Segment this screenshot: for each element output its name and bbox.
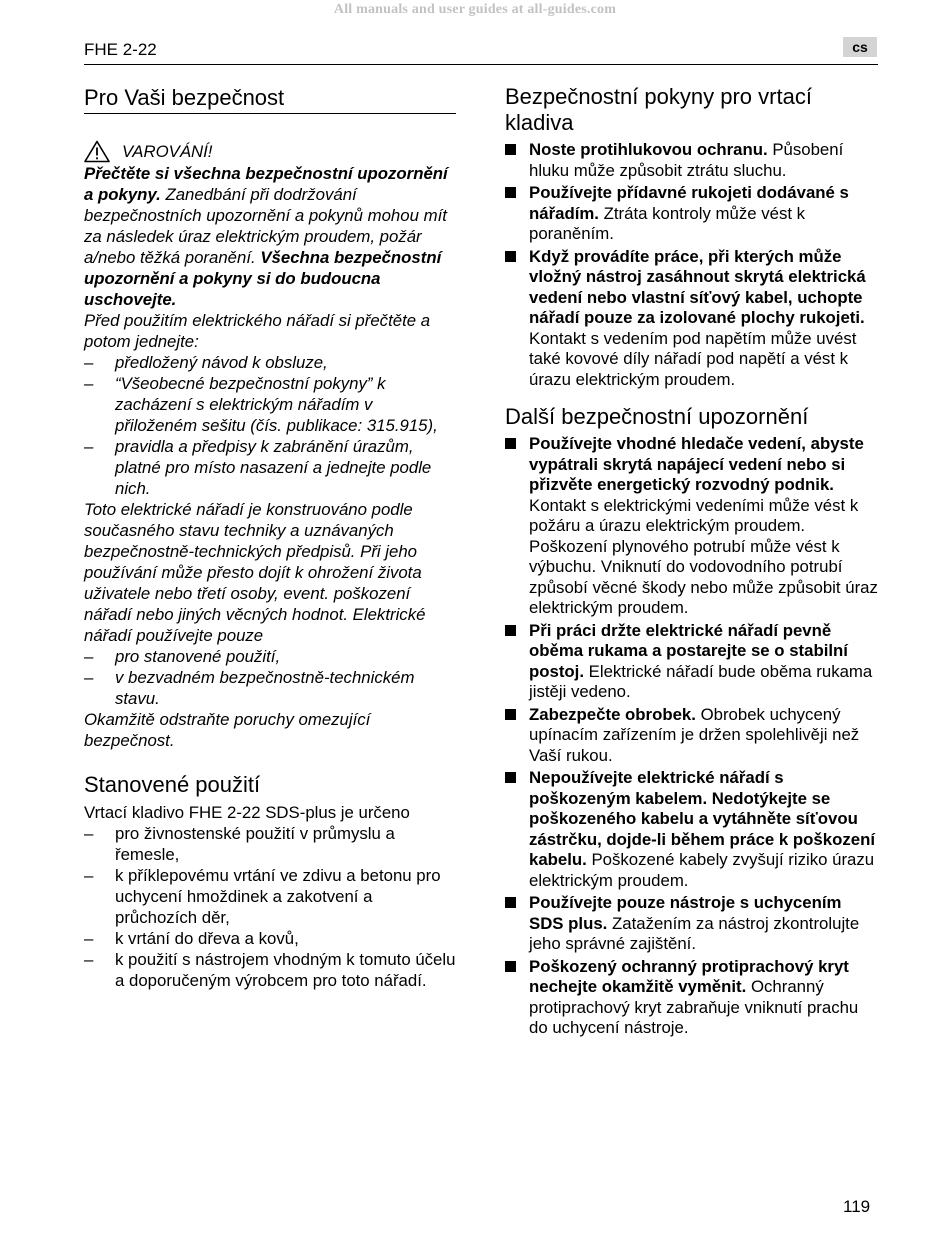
header-rule (84, 64, 878, 65)
list-item: Zabezpečte obrobek. Obrobek uchycený upínacím zařízením je držen spolehlivěji než Vaší rukou. (505, 705, 880, 767)
document-id: FHE 2-22 (84, 40, 157, 59)
construction-text: Toto elektrické nářadí je konstruováno podle současného stavu techniky a uznávaných bezpečnostně-technických předpisů. Při jeho používání může přesto dojít k ohrožení života uživatele nebo třetí osoby, event. poškození nářadí nebo jiných věcných hodnot. Elektrické nářadí používejte pouze (84, 500, 426, 645)
hammer-safety-title: Bezpečnostní pokyny pro vrtací kladiva (505, 84, 812, 135)
list-item: – v bezvadném bezpečnostně-technickém stavu. (84, 668, 415, 708)
list-item: Noste protihlukovou ochranu. Působení hluku může způsobit ztrátu sluchu. (505, 140, 880, 181)
warning-label: VAROVÁNÍ! (122, 142, 213, 161)
list-item: – k použití s nástrojem vhodným k tomuto účelu a doporučeným výrobcem pro toto nářadí. (84, 950, 456, 990)
list-item: – “Všeobecné bezpečnostní pokyny” k zacházení s elektrickým nářadím v přiloženém sešitu (čís. publikace: 315.915), (84, 374, 438, 435)
additional-safety-title: Další bezpečnostní upozornění (505, 404, 809, 429)
list-item: – k vrtání do dřeva a kovů, (84, 929, 299, 948)
intended-use-title: Stanovené použití (84, 772, 261, 797)
list-item: Při práci držte elektrické nářadí pevně oběma rukama a postarejte se o stabilní postoj. Elektrické nářadí bude oběma rukama jistěji vedeno. (505, 621, 880, 703)
intended-use-block (84, 802, 456, 991)
square-bullet-icon (505, 961, 516, 972)
remove-faults-text: Okamžitě odstraňte poruchy omezující bezpečnost. (84, 710, 371, 750)
square-bullet-icon (505, 187, 516, 198)
square-bullet-icon (505, 438, 516, 449)
hammer-safety-list (505, 140, 880, 390)
warning-triangle-icon (84, 140, 110, 163)
language-badge: cs (843, 37, 877, 57)
list-item: Poškozený ochranný protiprachový kryt nechejte okamžitě vyměnit. Ochranný protiprachový kryt zabraňuje vniknutí prachu do uchycení nástroje. (505, 957, 880, 1039)
intended-list (84, 823, 456, 991)
square-bullet-icon (505, 709, 516, 720)
warning-heading (84, 140, 456, 163)
before-use-text: Před použitím elektrického nářadí si přečtěte a potom jednejte: (84, 311, 431, 351)
left-column (84, 84, 456, 991)
warning-paragraph (84, 163, 456, 310)
list-item: Používejte přídavné rukojeti dodávané s nářadím. Ztráta kontroly může vést k poraněním. (505, 183, 880, 245)
square-bullet-icon (505, 144, 516, 155)
safety-title: Pro Vaši bezpečnost (84, 85, 456, 114)
list-item: – pro živnostenské použití v průmyslu a řemesle, (84, 824, 395, 864)
warning-bold-1: Přečtěte si všechna bezpečnostní upozornění a pokyny. (84, 164, 448, 204)
list-item: – předložený návod k obsluze, (84, 353, 328, 372)
list-item: Používejte pouze nástroje s uchycením SDS plus. Zatažením za nástroj zkontrolujte jeho správné zajištění. (505, 893, 880, 955)
list-item: – k příklepovému vrtání ve zdivu a betonu pro uchycení hmoždinek a zakotvení a průchozích děr, (84, 866, 441, 927)
intended-intro: Vrtací kladivo FHE 2-22 SDS-plus je určeno (84, 803, 410, 822)
additional-safety-list (505, 434, 880, 1039)
read-list (84, 352, 456, 499)
list-item: – pravidla a předpisy k zabránění úrazům, platné pro místo nasazení a jednejte podle nich. (84, 437, 432, 498)
list-item: Používejte vhodné hledače vedení, abyste vypátrali skrytá napájecí vedení nebo si přizvěte energetický rozvodný podnik. Kontakt s elektrickými vedeními může vést k požáru a úrazu elektrickým proudem. Poškození plynového potrubí může vést k výbuchu. Vniknutí do vodovodního potrubí způsobí věcné škody nebo může způsobit úraz elektrickým proudem. (505, 434, 880, 619)
warning-bold-2: Všechna bezpečnostní upozornění a pokyny si do budoucna uschovejte. (84, 248, 442, 309)
use-list (84, 646, 456, 709)
warning-text-1: Zanedbání při dodržování bezpečnostních upozornění a pokynů mohou mít za následek úraz elektrickým proudem, požár a/nebo těžká poranění. (84, 185, 447, 267)
list-item: Nepoužívejte elektrické nářadí s poškozeným kabelem. Nedotýkejte se poškozeného kabelu a vytáhněte síťovou zástrčku, dojde-li během práce k poškození kabelu. Poškozené kabely zvyšují riziko úrazu elektrickým proudem. (505, 768, 880, 891)
right-column (505, 84, 880, 1041)
list-item: Když provádíte práce, při kterých může vložný nástroj zasáhnout skrytá elektrická vedení nebo vlastní síťový kabel, uchopte nářadí pouze za izolované plochy rukojeti. Kontakt s vedením pod napětím může uvést také kovové díly nářadí pod napětí a vést k úrazu elektrickým proudem. (505, 247, 880, 391)
watermark: All manuals and user guides at all-guides.com (333, 2, 617, 17)
square-bullet-icon (505, 897, 516, 908)
list-item: – pro stanovené použití, (84, 647, 281, 666)
square-bullet-icon (505, 625, 516, 636)
square-bullet-icon (505, 251, 516, 262)
square-bullet-icon (505, 772, 516, 783)
page-number: 119 (843, 1197, 871, 1216)
warning-block (84, 140, 456, 751)
